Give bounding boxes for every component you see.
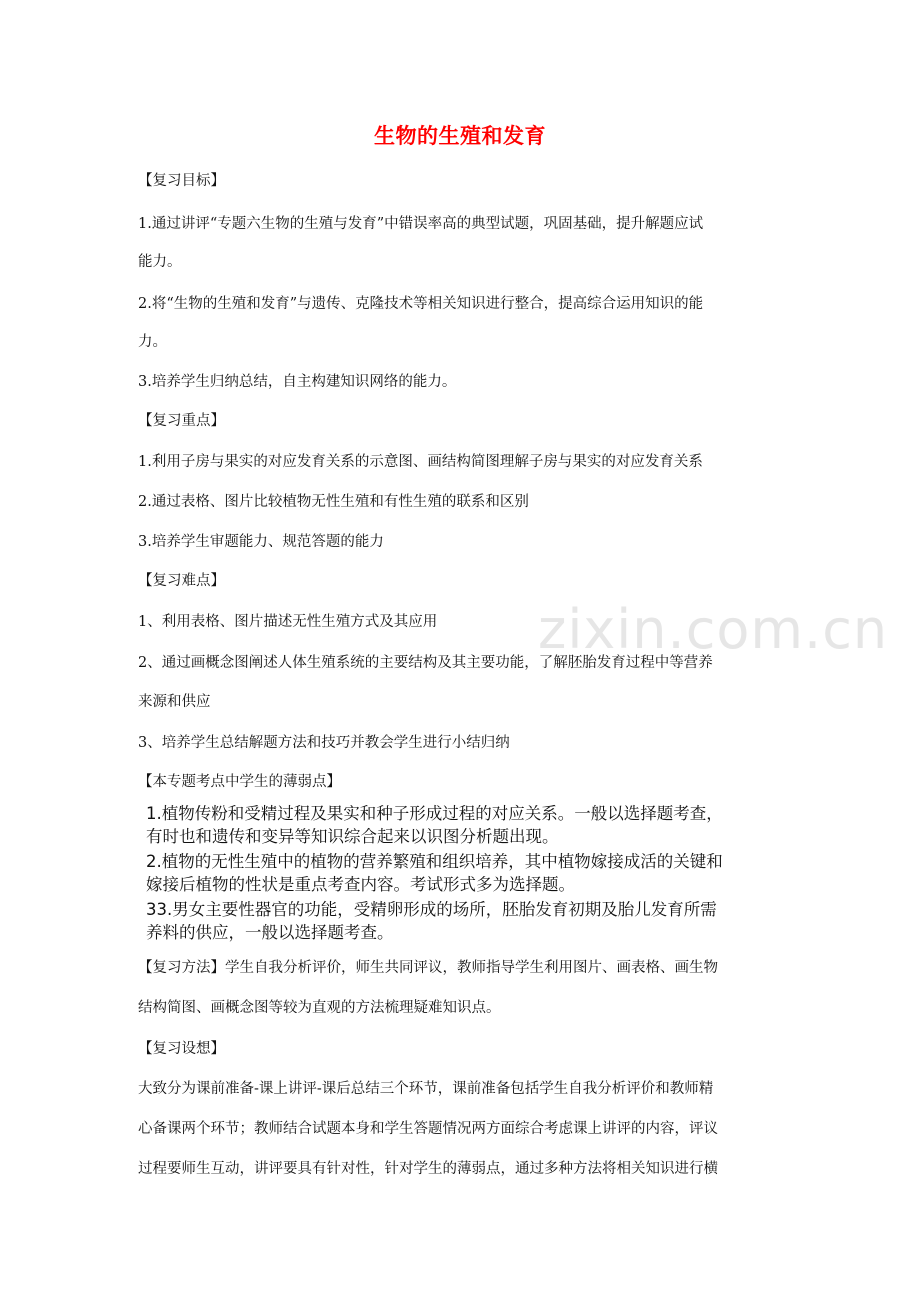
section-heading-plan: 【复习设想】 [138,1041,225,1057]
weak-point-row: 养料的供应，一般以选择题考查。 [146,923,394,942]
section-heading-weak-points: 【本专题考点中学生的薄弱点】 [138,774,341,790]
document-title: 生物的生殖和发育 [374,124,546,148]
goal-3: 3.培养学生归纳总结，自主构建知识网络的能力。 [138,374,457,390]
weak-point-row: 有时也和遗传和变异等知识综合起来以识图分析题出现。 [146,827,559,846]
difficulty-1: 1、利用表格、图片描述无性生殖方式及其应用 [138,614,438,630]
watermark: zixin.com.cn [538,598,889,661]
goal-1-line-1: 1.通过讲评“专题六生物的生殖与发育”中错误率高的典型试题，巩固基础，提升解题应试 [138,216,704,232]
plan-line-1: 大致分为课前准备-课上讲评-课后总结三个环节，课前准备包括学生自我分析评价和教师精 [138,1081,714,1097]
goal-2-line-1: 2.将“生物的生殖和发育”与遗传、克隆技术等相关知识进行整合，提高综合运用知识的能 [138,296,704,312]
section-heading-difficulties: 【复习难点】 [138,573,225,589]
weak-point-row: 1.植物传粉和受精过程及果实和种子形成过程的对应关系。一般以选择题考查， [146,804,723,823]
weak-point-row: 嫁接后植物的性状是重点考查内容。考试形式多为选择题。 [146,875,575,894]
difficulty-3: 3、培养学生总结解题方法和技巧并教会学生进行小结归纳 [138,735,510,751]
goal-1-line-2: 能力。 [138,254,182,270]
goal-2-line-2: 力。 [138,334,167,350]
plan-line-2: 心备课两个环节；教师结合试题本身和学生答题情况两方面综合考虑课上讲评的内容，评议 [138,1121,718,1137]
section-heading-goals: 【复习目标】 [138,173,225,189]
difficulty-2-line-2: 来源和供应 [138,694,211,710]
method-line-2: 结构简图、画概念图等较为直观的方法梳理疑难知识点。 [138,1000,501,1016]
plan-line-3: 过程要师生互动，讲评要具有针对性，针对学生的薄弱点，通过多种方法将相关知识进行横 [138,1161,718,1177]
key-point-3: 3.培养学生审题能力、规范答题的能力 [138,534,384,550]
weak-point-row: 33.男女主要性器官的功能，受精卵形成的场所，胚胎发育初期及胎儿发育所需 [146,900,717,919]
weak-point-row: 2.植物的无性生殖中的植物的营养繁殖和组织培养，其中植物嫁接成活的关键和 [146,852,723,871]
section-heading-key-points: 【复习重点】 [138,413,225,429]
difficulty-2-line-1: 2、通过画概念图阐述人体生殖系统的主要结构及其主要功能，了解胚胎发育过程中等营养 [138,655,713,671]
key-point-2: 2.通过表格、图片比较植物无性生殖和有性生殖的联系和区别 [138,494,529,510]
weak-points-image [146,800,780,950]
method-line-1: 【复习方法】学生自我分析评价，师生共同评议，教师指导学生利用图片、画表格、画生物 [138,960,718,976]
key-point-1: 1.利用子房与果实的对应发育关系的示意图、画结构简图理解子房与果实的对应发育关系 [138,454,703,470]
